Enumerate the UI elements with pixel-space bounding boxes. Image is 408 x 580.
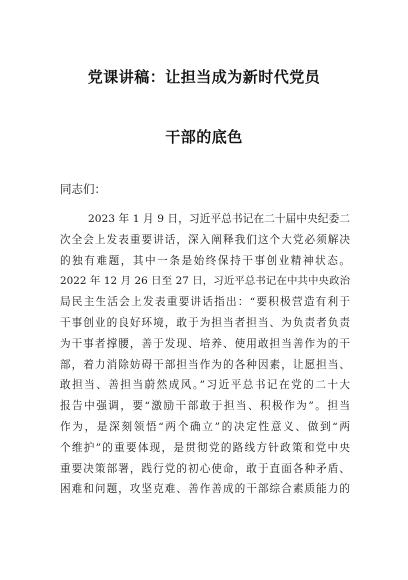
body-line: 的独有难题，其中一条是始终保持干事创业精神状态。 — [60, 254, 350, 267]
body-line: 干事创业的良好环境，敢于为担当者担当、为负责者负责 — [60, 316, 350, 329]
body-line: 个维护”的重要体现，是贯彻党的路线方针政策和党中央 — [60, 441, 350, 454]
body-line: 困难和问题，攻坚克难、善作善成的干部综合素质能力的 — [60, 483, 350, 496]
body-line: 报告中强调，要“激励干部敢于担当、积极作为”。担当 — [60, 400, 350, 413]
document-title-line-1: 党课讲稿：让担当成为新时代党员 — [87, 68, 321, 86]
body-line: 2022 年 12 月 26 日至 27 日，习近平总书记在中共中央政治 — [60, 275, 350, 288]
body-paragraph — [60, 209, 350, 500]
body-line: 2023 年 1 月 9 日，习近平总书记在二十届中央纪委二 — [88, 213, 350, 225]
body-line: 次全会上发表重要讲话，深入阐释我们这个大党必须解决 — [60, 233, 350, 246]
document-title-line-2: 干部的底色 — [165, 128, 243, 146]
body-line: 局民主生活会上发表重要讲话指出：“要积极营造有利于 — [60, 296, 350, 309]
body-line: 为干事者撑腰，善于发现、培养、使用敢担当善作为的干 — [60, 337, 350, 350]
body-line: 重要决策部署，践行党的初心使命，敢于直面各种矛盾、 — [60, 462, 350, 475]
body-line: 部，着力消除妨碍干部担当作为的各种因素，让愿担当、 — [60, 358, 350, 371]
body-line: 敢担当、善担当蔚然成风。”习近平总书记在党的二十大 — [60, 379, 350, 392]
salutation: 同志们： — [60, 182, 106, 196]
body-line: 作为，是深刻领悟“两个确立”的决定性意义、做到“两 — [60, 420, 350, 433]
